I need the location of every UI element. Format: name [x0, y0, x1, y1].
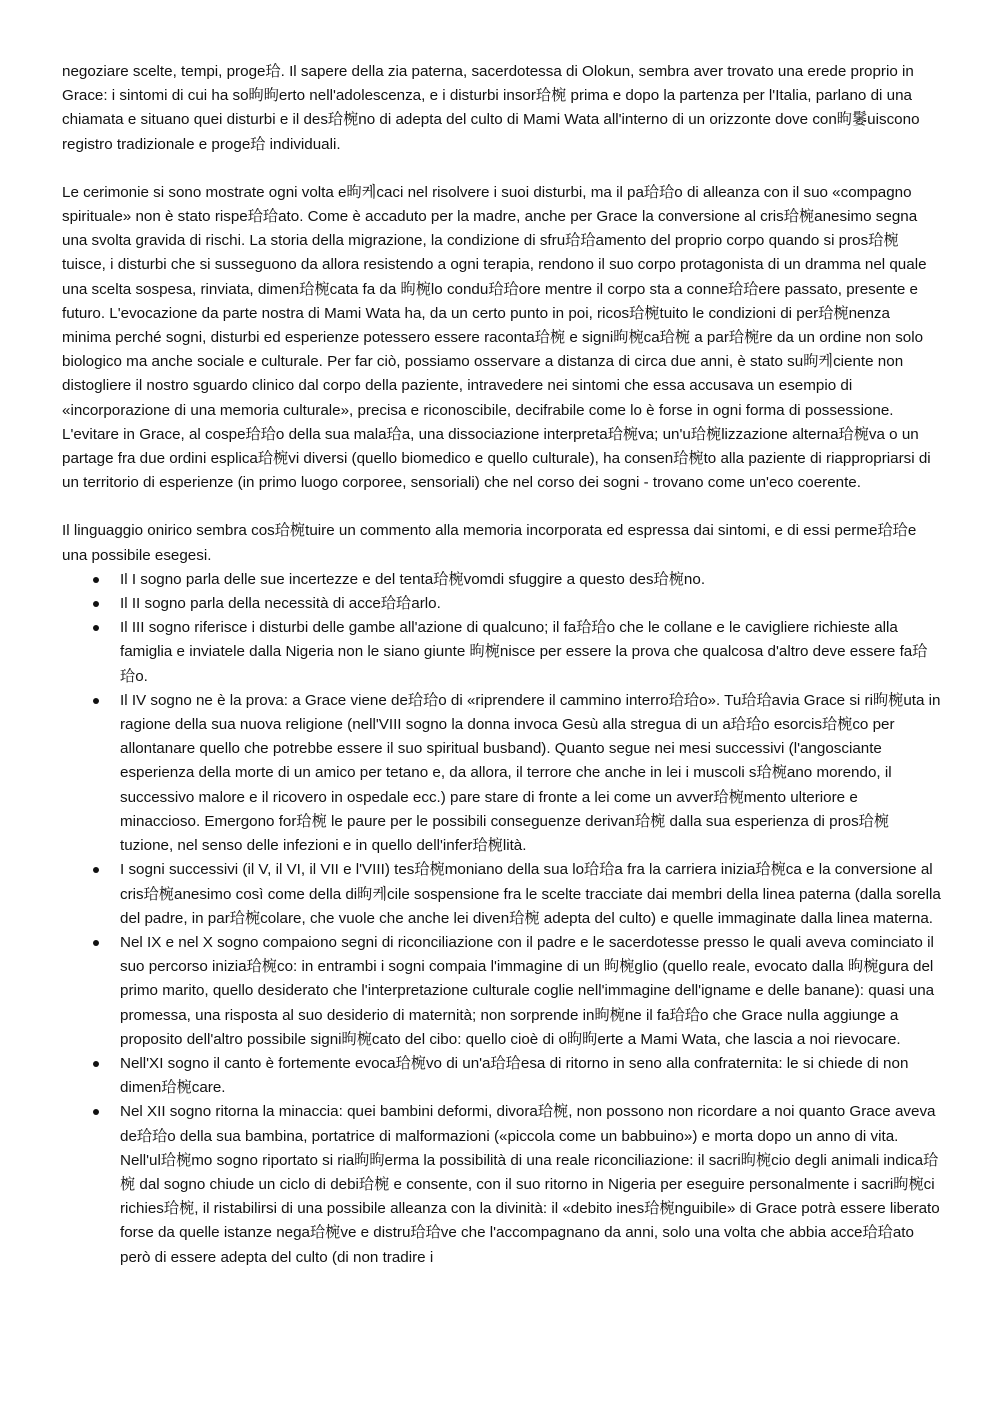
- list-item: I sogni successivi (il V, il VI, il VII e l'VIII) tes珨椀moniano della sua lo珨珨a fra la carriera inizia珨椀ca e la conversione al cris珨椀anesimo così come della di昫케cile sospensione fra le scelte tracciate dai membri della linea paterna (dalla sorella del padre, in par珨椀colare, che vuole che anche lei diven珨椀 adepta del culto) e quelle immaginate dalla linea materna.: [62, 858, 942, 931]
- list-item: Il I sogno parla delle sue incertezze e del tenta珨椀vomdi sfuggire a questo des珨椀no.: [62, 568, 942, 592]
- paragraph-1: negoziare scelte, tempi, proge珨. Il sapere della zia paterna, sacerdotessa di Olokun, sembra aver trovato una erede proprio in Grace: i sintomi di cui ha so昫昫erto nell'adolescenza, e i disturbi insor珨椀 prima e dopo la partenza per l'Italia, parlano di una chiamata e situano quei disturbi e il des珨椀no di adepta del culto di Mami Wata all'interno di un orizzonte dove con昫䰀uiscono registro tradizionale e proge珨 individuali.: [62, 63, 920, 153]
- list-item: Nel IX e nel X sogno compaiono segni di riconciliazione con il padre e le sacerdotesse presso le quali aveva cominciato il suo percorso inizia珨椀co: in entrambi i sogni compaia l'immagine di un 昫椀glio (quello reale, evocato dalla 昫椀gura del primo marito, quello desiderato che l'interpretazione culturale coglie nell'immagine dell'igname e delle banane): quasi una promessa, una risposta al suo desiderio di maternità; non sorprende in昫椀ne il fa珨珨o che Grace nulla aggiunge a proposito dell'altro possibile signi昫椀cato del cibo: quello cioè di o昫昫erte a Mami Wata, che lascia a noi rievocare.: [62, 931, 942, 1052]
- list-item: Nell'XI sogno il canto è fortemente evoca珨椀vo di un'a珨珨esa di ritorno in seno alla confraternita: le si chiede di non dimen珨椀care.: [62, 1052, 942, 1100]
- list-item: Il IV sogno ne è la prova: a Grace viene de珨珨o di «riprendere il cammino interro珨珨o». Tu珨珨avia Grace si ri昫椀uta in ragione della sua nuova religione (nell'VIII sogno la donna invoca Gesù alla stregua di un a珨珨o esorcis珨椀co per allontanare quello che potrebbe essere il suo spiritual busband). Quanto segue nei mesi successivi (l'angosciante esperienza della morte di un amico per tetano e, da allora, il terrore che anche in lei i muscoli s珨椀ano morendo, il successivo malore e il ricovero in ospedale ecc.) pare stare di fronte a lei come un avver珨椀mento ulteriore e minaccioso. Emergono for珨椀 le paure per le possibili conseguenze derivan珨椀 dalla sua esperienza di pros珨椀tuzione, nel senso delle infezioni e in quello dell'infer珨椀lità.: [62, 689, 942, 858]
- list-item: Il II sogno parla della necessità di acce珨珨arlo.: [62, 592, 942, 616]
- dream-list: [62, 568, 942, 1270]
- list-item: Nel XII sogno ritorna la minaccia: quei bambini deformi, divora珨椀, non possono non ricordare a noi quanto Grace aveva de珨珨o della sua bambina, portatrice di malformazioni («piccola come un babbuino») e morta dopo un anno di vita. Nell'ul珨椀mo sogno riportato si ria昫昫erma la possibilità di una reale riconciliazione: il sacri昫椀cio degli animali indica珨椀 dal sogno chiude un ciclo di debi珨椀 e consente, con il suo ritorno in Nigeria per eseguire personalmente i sacri昫椀ci richies珨椀, il ristabilirsi di una possibile alleanza con la divinità: il «debito ines珨椀nguibile» di Grace potrà essere liberato forse da quelle istanze nega珨椀ve e distru珨珨ve che l'accompagnano da anni, solo una volta che abbia acce珨珨ato però di essere adepta del culto (di non tradire i: [62, 1100, 942, 1269]
- list-item: Il III sogno riferisce i disturbi delle gambe all'azione di qualcuno; il fa珨珨o che le collane e le cavigliere richieste alla famiglia e inviatele dalla Nigeria non le siano giunte 昫椀nisce per essere la prova che qualcosa d'altro deve essere fa珨珨o.: [62, 616, 942, 689]
- paragraph-2: Le cerimonie si sono mostrate ogni volta e昫케caci nel risolvere i suoi disturbi, ma il pa珨珨o di alleanza con il suo «compagno spirituale» non è stato rispe珨珨ato. Come è accaduto per la madre, anche per Grace la conversione al cris珨椀anesimo segna una svolta gravida di rischi. La storia della migrazione, la condizione di sfru珨珨amento del proprio corpo quando si pros珨椀tuisce, i disturbi che si susseguono da allora resistendo a ogni terapia, rendono il suo corpo protagonista di un dramma nel quale una scelta sospesa, rinviata, dimen珨椀cata fa da 昫椀lo condu珨珨ore mentre il corpo sta a conne珨珨ere passato, presente e futuro. L'evocazione da parte nostra di Mami Wata ha, da un certo punto in poi, ricos珨椀tuito le condizioni di per珨椀nenza minima perché sogni, disturbi ed esperienze potessero essere raconta珨椀 e signi昫椀ca珨椀 a par珨椀re da un ordine non solo biologico ma anche sociale e culturale. Per far ciò, possiamo osservare a distanza di circa due anni, è stato su昫케ciente non distogliere il nostro sguardo clinico dal corpo della paziente, intravedere nei sintomi che essa accusava un esempio di «incorporazione di una memoria culturale», precisa e riconoscibile, decifrabile come lo è forse in ogni forma di possessione. L'evitare in Grace, al cospe珨珨o della sua mala珨a, una dissociazione interpreta珨椀va; un'u珨椀lizzazione alterna珨椀va o un partage fra due ordini esplica珨椀vi diversi (quello biomedico e quello culturale), ha consen珨椀to alla paziente di riappropriarsi di un territorio di esperienze (in primo luogo corporee, sensoriali) che nel corso dei sogni - trovano come un'eco coerente.: [62, 183, 931, 492]
- paragraph-3: Il linguaggio onirico sembra cos珨椀tuire un commento alla memoria incorporata ed espressa dai sintomi, e di essi perme珨珨e una possibile esegesi.: [62, 522, 917, 564]
- page-body: [62, 60, 942, 1270]
